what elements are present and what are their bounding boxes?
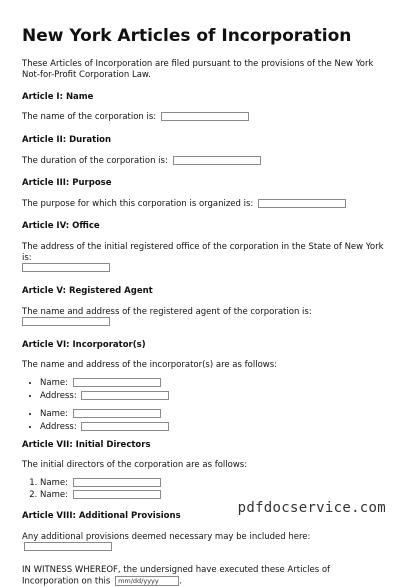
additional-provisions-field[interactable] — [24, 542, 112, 551]
incorporator-list-1 — [22, 378, 384, 401]
incorporator-address-label: Address: — [40, 390, 77, 401]
article-5-heading: Article V: Registered Agent — [22, 285, 153, 296]
article-5-line — [22, 307, 384, 328]
incorporator-1-name-field[interactable] — [73, 378, 161, 387]
director-name-label: Name: — [40, 490, 68, 501]
article-1-heading: Article I: Name — [22, 91, 94, 102]
incorporator-address-label: Address: — [40, 421, 77, 432]
incorporator-2-address-field[interactable] — [81, 422, 169, 431]
article-3-line — [22, 199, 384, 210]
article-1-text: The name of the corporation is: — [22, 112, 157, 123]
corporation-name-field[interactable] — [161, 112, 249, 121]
list-item — [40, 478, 384, 489]
article-2-text: The duration of the corporation is: — [22, 155, 168, 166]
article-4-line — [22, 242, 384, 274]
registered-agent-field[interactable] — [22, 317, 110, 326]
incorporator-name-label: Name: — [40, 378, 68, 389]
witness-line — [22, 565, 384, 587]
watermark: pdfdocservice.com — [237, 500, 386, 516]
article-7-heading: Article VII: Initial Directors — [22, 439, 151, 450]
article-3-heading: Article III: Purpose — [22, 178, 112, 189]
purpose-field[interactable] — [258, 199, 346, 208]
article-2-line — [22, 156, 384, 167]
witness-end: . — [179, 576, 182, 587]
duration-field[interactable] — [173, 156, 261, 165]
incorporator-name-label: Name: — [40, 409, 68, 420]
incorporator-2-name-field[interactable] — [73, 409, 161, 418]
office-address-field[interactable] — [22, 263, 110, 272]
directors-list — [22, 478, 384, 501]
article-8-text: Any additional provisions deemed necessary may be included here: — [22, 531, 311, 542]
article-6-text: The name and address of the incorporator(s) are as follows: — [22, 360, 278, 371]
document-title: New York Articles of Incorporation — [22, 26, 352, 46]
director-2-name-field[interactable] — [73, 490, 161, 499]
list-item — [40, 391, 384, 402]
article-1-line — [22, 112, 384, 123]
article-6-heading: Article VI: Incorporator(s) — [22, 339, 146, 350]
article-8-line — [22, 532, 384, 553]
list-item — [40, 422, 384, 433]
director-name-label: Name: — [40, 477, 68, 488]
intro-text: These Articles of Incorporation are filed pursuant to the provisions of the New York Not-for-Profit Corporation Law. — [22, 59, 374, 81]
article-3-text: The purpose for which this corporation is organized is: — [22, 198, 254, 209]
article-2-heading: Article II: Duration — [22, 134, 112, 145]
director-1-name-field[interactable] — [73, 478, 161, 487]
article-4-text: The address of the initial registered office of the corporation in the State of New York is: — [22, 242, 384, 263]
witness-text: IN WITNESS WHEREOF, the undersigned have executed these Articles of Incorporation on this — [22, 564, 331, 587]
article-7-text: The initial directors of the corporation are as follows: — [22, 460, 248, 471]
article-5-text: The name and address of the registered agent of the corporation is: — [22, 306, 312, 317]
list-item — [40, 378, 384, 389]
incorporator-list-2 — [22, 409, 384, 432]
incorporator-1-address-field[interactable] — [81, 391, 169, 400]
list-item — [40, 409, 384, 420]
article-8-heading: Article VIII: Additional Provisions — [22, 511, 181, 522]
date-field[interactable]: mm/dd/yyyy — [115, 576, 179, 586]
article-4-heading: Article IV: Office — [22, 221, 100, 232]
